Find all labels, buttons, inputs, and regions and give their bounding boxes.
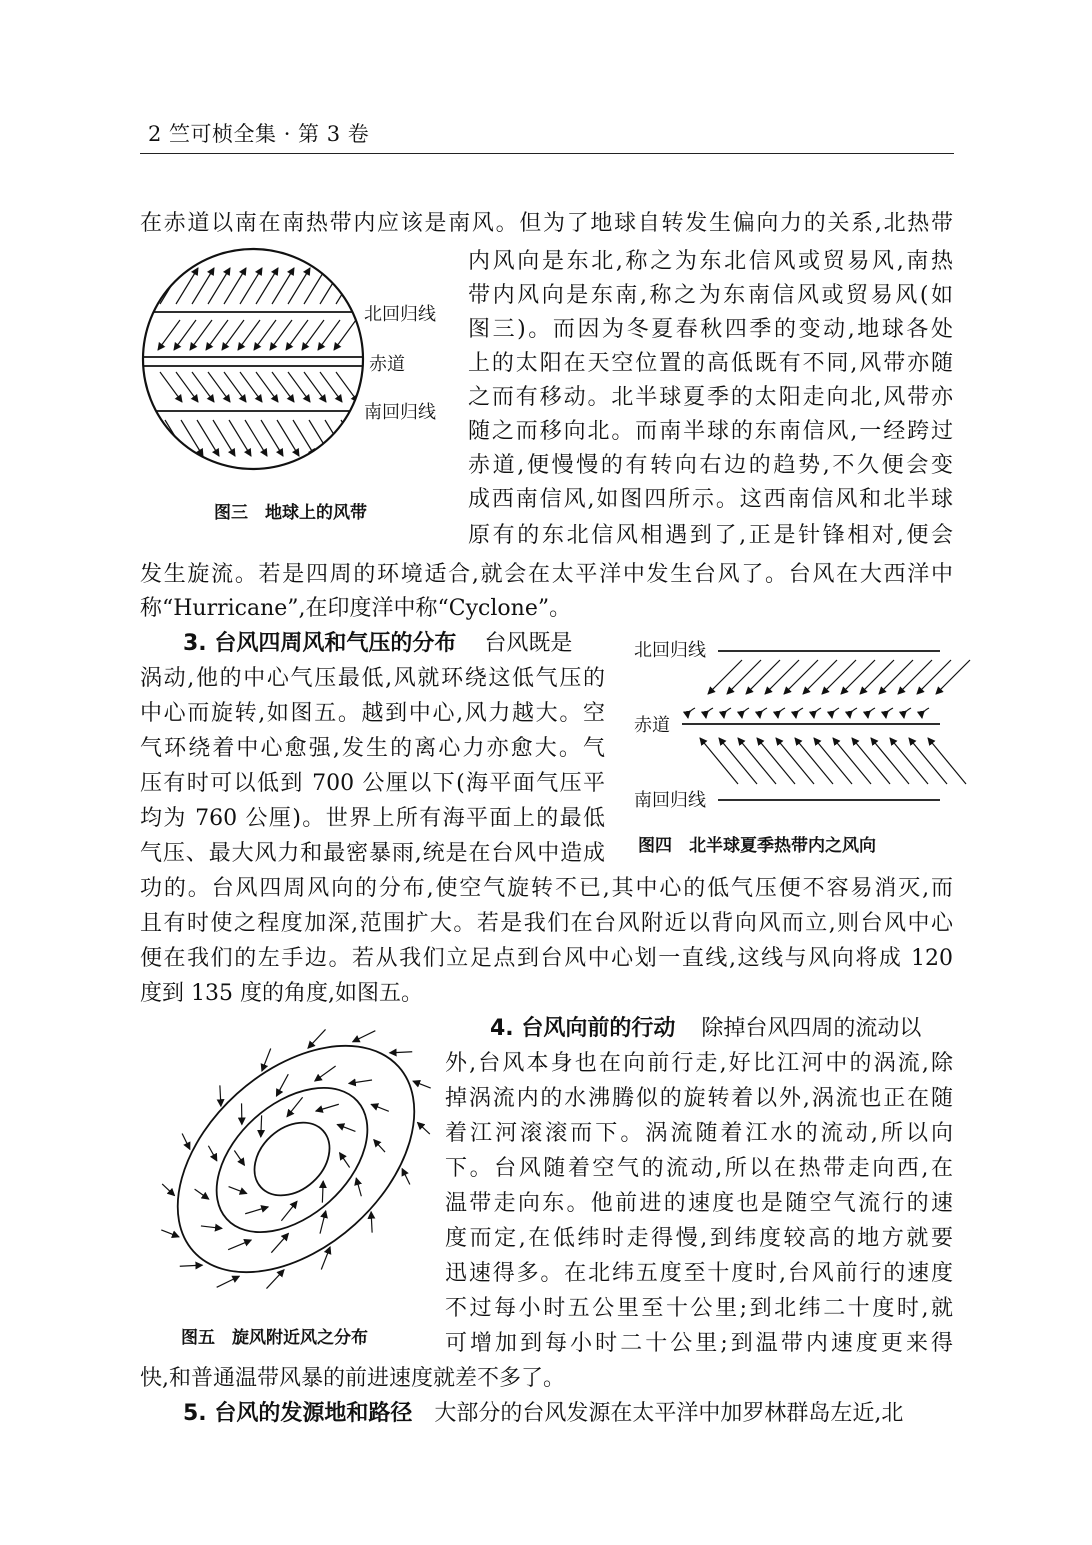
section-3-heading: 3. 台风四周风和气压的分布 bbox=[183, 631, 457, 656]
wind-arrow bbox=[922, 708, 929, 718]
wind-arrow bbox=[860, 660, 894, 694]
wind-arrow bbox=[340, 1153, 350, 1168]
wind-arrow bbox=[402, 1169, 410, 1185]
section-4-line bbox=[490, 1012, 921, 1046]
wind-arrow bbox=[814, 708, 821, 718]
section-5-line bbox=[183, 1397, 903, 1431]
wind-arrow bbox=[180, 1265, 203, 1266]
wind-arrow bbox=[245, 1207, 268, 1214]
wind-arrow bbox=[890, 738, 928, 784]
wind-arrow bbox=[868, 708, 875, 718]
wind-arrow bbox=[336, 268, 358, 304]
wind-arrow bbox=[320, 1211, 326, 1234]
wind-arrow bbox=[229, 1187, 247, 1194]
wind-arrow bbox=[417, 1122, 429, 1134]
body-line: 不过每小时五公里至十公里;到北纬二十度时,就 bbox=[445, 1296, 953, 1321]
wind-arrow bbox=[276, 1074, 288, 1096]
wind-arrow bbox=[315, 1066, 336, 1081]
wind-arrow bbox=[688, 708, 695, 718]
label-tropic-north: 北回归线 bbox=[634, 640, 706, 661]
wind-arrow bbox=[727, 660, 761, 694]
body-line: 发生旋流。若是四周的环境适合,就会在太平洋中发生台风了。台风在大西洋中 bbox=[140, 562, 953, 587]
section-3-line bbox=[183, 627, 572, 661]
wind-arrow bbox=[886, 708, 893, 718]
figure-4-caption: 图四 北半球夏季热带内之风向 bbox=[638, 836, 876, 856]
wind-arrow bbox=[208, 1146, 216, 1161]
wind-arrow bbox=[796, 708, 803, 718]
wind-arrow bbox=[316, 1104, 339, 1111]
body-line: 外,台风本身也在向前行走,好比江河中的涡流,除 bbox=[445, 1051, 953, 1076]
body-line: 温带走向东。他前进的速度也是随空气流行的速 bbox=[445, 1191, 953, 1216]
wind-arrow bbox=[852, 738, 890, 784]
wind-arrow bbox=[217, 1276, 240, 1287]
wind-arrow bbox=[321, 1247, 330, 1270]
wind-arrow bbox=[724, 708, 731, 718]
figure-3-caption: 图三 地球上的风带 bbox=[214, 503, 367, 523]
wind-arrow bbox=[841, 660, 875, 694]
wind-arrow bbox=[778, 708, 785, 718]
body-line: 着江河滚滚而下。涡流随着江水的流动,所以向 bbox=[445, 1121, 953, 1146]
wind-arrow bbox=[746, 660, 780, 694]
wind-arrow bbox=[220, 1085, 221, 1106]
figure-3-globe bbox=[140, 230, 450, 500]
wind-arrow bbox=[281, 1201, 297, 1221]
body-line: 在赤道以南在南热带内应该是南风。但为了地球自转发生偏向力的关系,北热带 bbox=[140, 211, 953, 236]
wind-arrow bbox=[201, 1226, 222, 1228]
wind-arrow bbox=[871, 738, 909, 784]
body-line: 迅速得多。在北纬五度至十度时,台风前行的速度 bbox=[445, 1261, 953, 1286]
wind-arrow bbox=[390, 1052, 413, 1053]
wind-arrow bbox=[271, 1233, 288, 1252]
running-header: 2 竺可桢全集 · 第 3 卷 bbox=[148, 122, 370, 146]
body-line: 压有时可以低到 700 公厘以下(海平面气压平 bbox=[140, 771, 605, 796]
body-line: 中心而旋转,如图五。越到中心,风力越大。空 bbox=[140, 701, 605, 726]
wind-arrow bbox=[706, 708, 713, 718]
wind-arrow bbox=[195, 1189, 209, 1199]
body-line: 称“Hurricane”,在印度洋中称“Cyclone”。 bbox=[140, 596, 572, 621]
wind-arrow bbox=[879, 660, 913, 694]
wind-arrow bbox=[757, 738, 795, 784]
wind-arrow bbox=[262, 1048, 271, 1071]
wind-arrow bbox=[261, 1115, 262, 1137]
wind-arrow bbox=[341, 420, 363, 456]
wind-arrow bbox=[742, 708, 749, 718]
body-line: 快,和普通温带风暴的前进速度就差不多了。 bbox=[140, 1366, 565, 1391]
body-line: 之而有移动。北半球夏季的太阳走向北,风带亦 bbox=[468, 385, 953, 410]
wind-arrow bbox=[700, 738, 738, 784]
wind-arrow bbox=[719, 738, 757, 784]
wind-arrow bbox=[708, 660, 742, 694]
wind-arrow bbox=[356, 1178, 361, 1196]
wind-arrow bbox=[760, 708, 767, 718]
wind-arrow bbox=[832, 708, 839, 718]
body-line: 均为 760 公厘)。世界上所有海平面上的最低 bbox=[140, 806, 605, 831]
body-text: 除掉台风四周的流动以 bbox=[701, 1016, 922, 1041]
body-line: 度到 135 度的角度,如图五。 bbox=[140, 981, 423, 1006]
body-text: 大部分的台风发源在太平洋中加罗林群岛左近,北 bbox=[434, 1401, 904, 1426]
wind-arrow bbox=[904, 708, 911, 718]
wind-arrow bbox=[765, 660, 799, 694]
body-line: 带内风向是东南,称之为东南信风或贸易风(如 bbox=[468, 283, 953, 308]
body-line: 度而定,在低纬时走得慢,到纬度较高的地方就要 bbox=[445, 1226, 953, 1251]
body-line: 涡动,他的中心气压最低,风就环绕这低气压的 bbox=[140, 666, 605, 691]
wind-arrow bbox=[371, 1212, 372, 1233]
body-line: 便在我们的左手边。若从我们立足点到台风中心划一直线,这线与风向将成 120 bbox=[140, 946, 953, 971]
body-line: 图三)。而因为冬夏春秋四季的变动,地球各处 bbox=[468, 317, 953, 342]
body-line: 可增加到每小时二十公里;到温带内速度更来得 bbox=[445, 1331, 953, 1356]
header-rule bbox=[140, 153, 954, 154]
wind-arrow bbox=[833, 738, 871, 784]
wind-arrow bbox=[337, 1124, 355, 1131]
wind-arrow bbox=[784, 660, 818, 694]
body-text: 台风既是 bbox=[484, 631, 573, 656]
wind-arrow bbox=[936, 660, 970, 694]
section-5-heading: 5. 台风的发源地和路径 bbox=[183, 1401, 413, 1426]
body-line: 上的太阳在天空位置的高低既有不同,风带亦随 bbox=[468, 351, 953, 376]
figure-5-cyclone bbox=[140, 1015, 430, 1315]
label-tropic-north: 北回归线 bbox=[364, 304, 436, 325]
wind-arrow bbox=[814, 738, 852, 784]
wind-arrow bbox=[182, 1133, 190, 1149]
wind-arrow bbox=[928, 738, 966, 784]
body-line: 下。台风随着空气的流动,所以在热带走向西,在 bbox=[445, 1156, 953, 1181]
wind-arrow bbox=[898, 660, 932, 694]
section-4-heading: 4. 台风向前的行动 bbox=[490, 1016, 676, 1041]
wind-arrow bbox=[161, 1230, 179, 1237]
wind-arrow bbox=[374, 1140, 385, 1152]
body-line: 原有的东北信风相遇到了,正是针锋相对,便会 bbox=[468, 523, 953, 548]
wind-arrow bbox=[234, 1150, 244, 1165]
wind-arrow bbox=[228, 1240, 251, 1250]
wind-arrow bbox=[308, 1029, 326, 1048]
wind-arrow bbox=[287, 1097, 303, 1117]
wind-arrow bbox=[413, 1081, 431, 1088]
wind-arrow bbox=[371, 1104, 389, 1111]
body-line: 内风向是东北,称之为东北信风或贸易风,南热 bbox=[468, 249, 953, 274]
body-line: 掉涡流内的水沸腾似的旋转着以外,涡流也正在随 bbox=[445, 1086, 953, 1111]
wind-arrow bbox=[322, 1181, 323, 1203]
body-line: 赤道,便慢慢的有转向右边的趋势,不久便会变 bbox=[468, 453, 953, 478]
body-line: 功的。台风四周风向的分布,使空气旋转不已,其中心的低气压便不容易消灭,而 bbox=[140, 876, 953, 901]
wind-arrow bbox=[917, 660, 951, 694]
label-tropic-south: 南回归线 bbox=[364, 402, 436, 423]
body-line: 气压、最大风力和最密暴雨,统是在台风中造成 bbox=[140, 841, 605, 866]
wind-arrow bbox=[822, 660, 856, 694]
wind-arrow bbox=[353, 1031, 376, 1042]
wind-arrow bbox=[795, 738, 833, 784]
wind-arrow bbox=[266, 1270, 284, 1289]
label-tropic-south: 南回归线 bbox=[634, 790, 706, 811]
wind-arrow bbox=[162, 1184, 174, 1196]
wind-arrow bbox=[776, 738, 814, 784]
body-line: 随之而移向北。而南半球的东南信风,一经跨过 bbox=[468, 419, 953, 444]
wind-arrow bbox=[349, 1080, 372, 1083]
figure-5-caption: 图五 旋风附近风之分布 bbox=[181, 1328, 368, 1348]
body-line: 成西南信风,如图四所示。这西南信风和北半球 bbox=[468, 487, 953, 512]
wind-arrow bbox=[850, 708, 857, 718]
wind-arrow bbox=[738, 738, 776, 784]
wind-arrow bbox=[909, 738, 947, 784]
label-equator: 赤道 bbox=[634, 715, 670, 736]
wind-arrow bbox=[803, 660, 837, 694]
label-equator: 赤道 bbox=[369, 354, 405, 375]
figure-4-winds bbox=[630, 630, 960, 815]
body-line: 气环绕着中心愈强,发生的离心力亦愈大。气 bbox=[140, 736, 605, 761]
body-line: 且有时使之程度加深,范围扩大。若是我们在台风附近以背向风而立,则台风中心 bbox=[140, 911, 953, 936]
